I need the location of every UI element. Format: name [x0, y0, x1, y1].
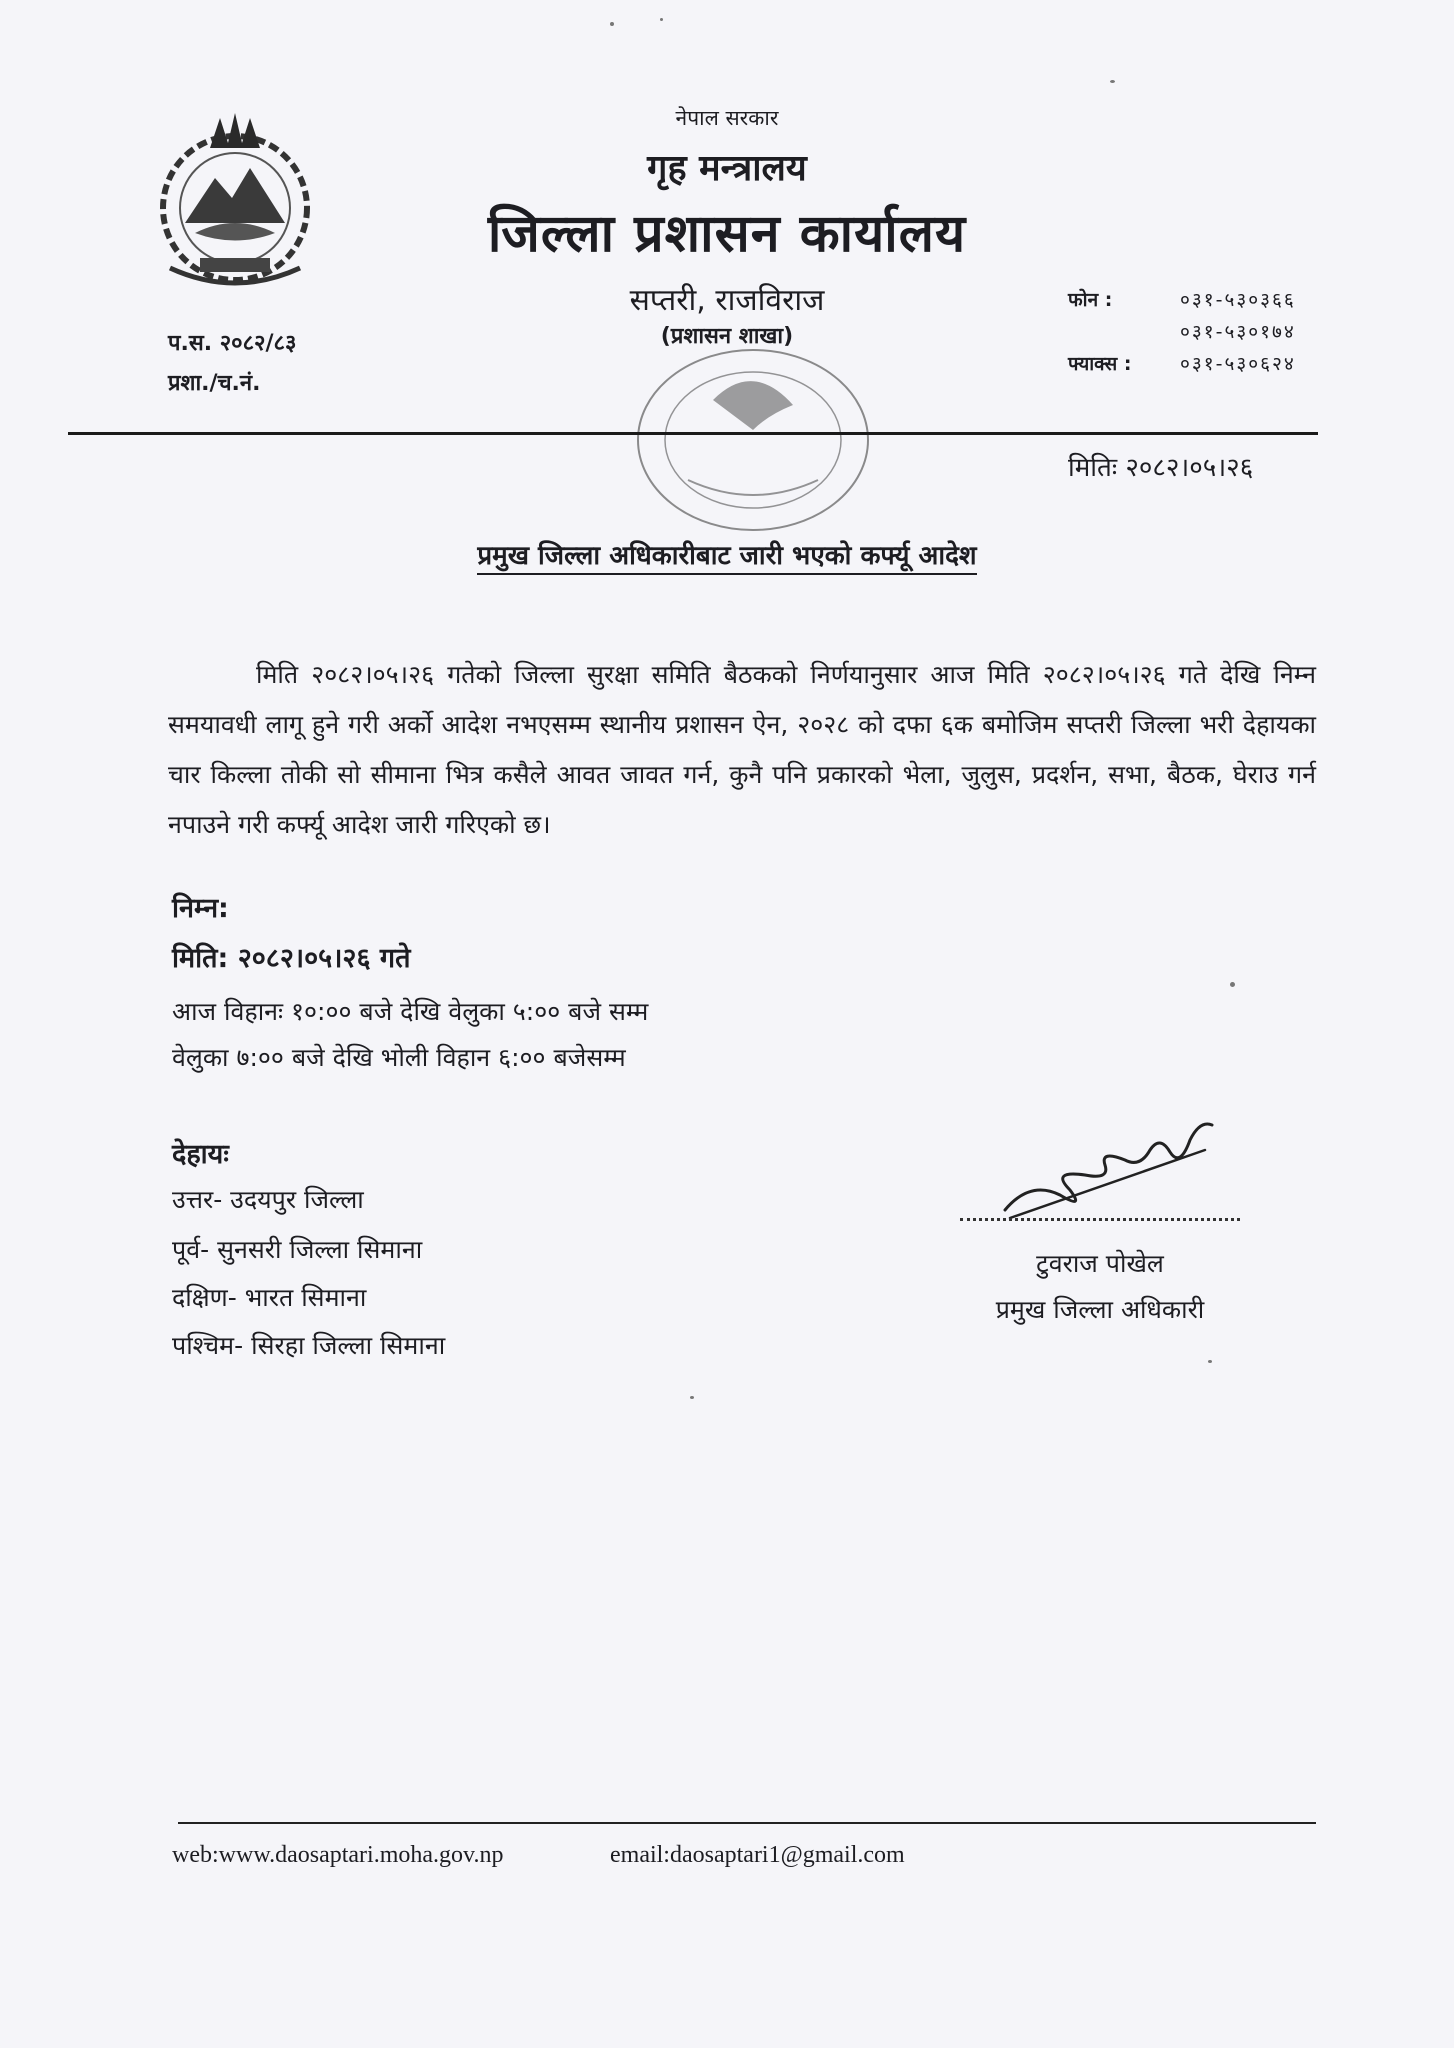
- office-branch: (प्रशासन शाखा): [660, 324, 794, 349]
- signatory-name: टुवराज पोखेल: [1036, 1249, 1164, 1278]
- header-divider: [68, 432, 1318, 435]
- boundary-south: दक्षिण- भारत सिमाना: [172, 1283, 367, 1312]
- office-location: सप्तरी, राजविराज: [629, 283, 825, 318]
- contact-block: [1068, 284, 1296, 380]
- footer-website: web:www.daosaptari.moha.gov.np: [172, 1842, 504, 1868]
- schedule-date: मिति: २०८२।०५।२६ गते: [172, 943, 411, 974]
- office-name: जिल्ला प्रशासन कार्यालय: [487, 204, 967, 264]
- boundaries-heading: देहायः: [172, 1139, 229, 1170]
- schedule-heading: निम्न:: [172, 893, 229, 924]
- scan-speck: [1230, 982, 1235, 987]
- dispatch-number: प्रशा./च.नं.: [168, 371, 261, 396]
- letter-number: प.स. २०८२/८३: [168, 331, 297, 356]
- letter-body: मिति २०८२।०५।२६ गतेको जिल्ला सुरक्षा समिति बैठकको निर्णयानुसार आज मिति २०८२।०५।२६ गते देखि निम्न समयावधी लागू हुने गरी अर्को आदेश नभएसम्म स्थानीय प्रशासन ऐन, २०२८ को दफा ६क बमोजिम सप्तरी जिल्ला भरी देहायका चार किल्ला तोकी सो सीमाना भित्र कसैले आवत जावत गर्न, कुनै पनि प्रकारको भेला, जुलुस, प्रदर्शन, सभा, बैठक, घेराउ गर्न नपाउने गरी कर्फ्यू आदेश जारी गरिएको छ।: [168, 660, 1316, 839]
- subject-text: प्रमुख जिल्ला अधिकारीबाट जारी भएको कर्फ्यू आदेश: [477, 541, 976, 575]
- reference-block: [168, 324, 296, 404]
- boundary-east: पूर्व- सुनसरी जिल्ला सिमाना: [172, 1235, 423, 1264]
- footer-divider: [178, 1822, 1316, 1824]
- boundary-north: उत्तर- उदयपुर जिल्ला: [172, 1185, 364, 1214]
- government-name: नेपाल सरकार: [675, 106, 779, 130]
- scan-speck: [610, 22, 614, 26]
- office-seal-icon: [618, 320, 888, 540]
- letter-subject: [0, 536, 1454, 572]
- boundary-west: पश्चिम- सिरहा जिल्ला सिमाना: [172, 1331, 446, 1360]
- fax-label: फ्याक्स :: [1068, 353, 1132, 375]
- scan-speck: [690, 1396, 694, 1399]
- phone-label: फोन :: [1068, 289, 1113, 311]
- scan-speck: [660, 18, 663, 21]
- ministry-name: गृह मन्त्रालय: [647, 148, 807, 189]
- signatory-title: प्रमुख जिल्ला अधिकारी: [995, 1295, 1205, 1324]
- scan-speck: [1110, 80, 1115, 83]
- signature-line: [960, 1218, 1240, 1221]
- scan-speck: [1208, 1360, 1212, 1363]
- schedule-line-1: आज विहानः १०:०० बजे देखि वेलुका ५:०० बजे सम्म: [172, 997, 649, 1026]
- signature-image: [990, 1080, 1230, 1230]
- letter-date: मितिः २०८२।०५।२६: [1068, 453, 1254, 483]
- phone-number-2: ०३१-५३०१७४: [1180, 321, 1296, 343]
- fax-number: ०३१-५३०६२४: [1180, 353, 1296, 375]
- schedule-line-2: वेलुका ७:०० बजे देखि भोली विहान ६:०० बजेसम्म: [172, 1043, 626, 1072]
- footer-email: email:daosaptari1@gmail.com: [610, 1842, 905, 1868]
- phone-number-1: ०३१-५३०३६६: [1180, 289, 1296, 311]
